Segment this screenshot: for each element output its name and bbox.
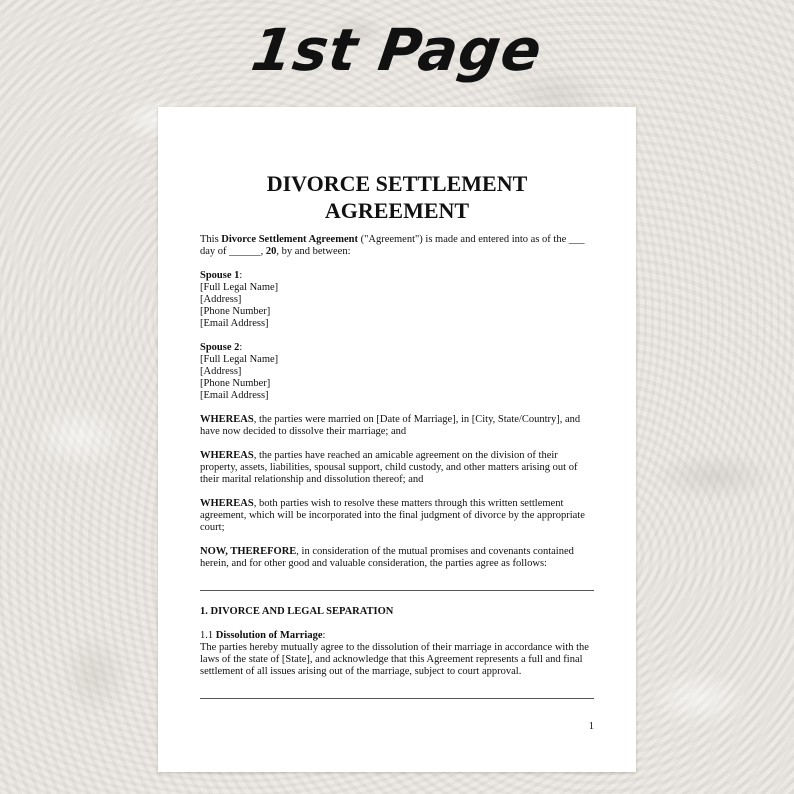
spouse-2-label: Spouse 2 [200,342,240,353]
therefore-keyword: NOW, THEREFORE [200,546,297,557]
intro-text: ("Agreement") is made and entered into as of the ___ day of ______, [200,234,585,257]
section-1-heading: 1. DIVORCE AND LEGAL SEPARATION [200,606,394,617]
spouse-1-label: Spouse 1 [200,270,240,281]
whereas-keyword: WHEREAS [200,414,254,425]
label-colon: : [322,630,326,641]
intro-agreement-name: Divorce Settlement Agreement [221,234,358,245]
spouse-2-block [200,342,594,402]
section-divider-top [200,590,594,591]
spouse-2-address: [Address] [200,366,242,377]
whereas-text: , the parties were married on [Date of Marriage], in [City, State/Country], and have now decided to dissolve their marriage; and [200,414,581,437]
whereas-keyword: WHEREAS [200,450,254,461]
section-divider-bottom [200,698,594,699]
page-number: 1 [588,721,594,732]
spouse-2-email: [Email Address] [200,390,269,401]
spouse-1-address: [Address] [200,294,242,305]
intro-text: , by and between: [276,246,351,257]
subsection-number: 1.1 [200,630,216,641]
page-banner-title: 1st Page [247,16,547,84]
whereas-clause-1 [200,414,594,438]
title-line-1: DIVORCE SETTLEMENT [266,171,528,196]
spouse-1-phone: [Phone Number] [200,306,271,317]
whereas-clause-2 [200,450,594,486]
subsection-body: The parties hereby mutually agree to the dissolution of their marriage in accordance with the laws of the state of [State], and acknowledge that this Agreement represents a full and final settlement of all issues arising out of the marriage, subject to court approval. [200,642,589,677]
spouse-2-name: [Full Legal Name] [200,354,279,365]
spouse-2-phone: [Phone Number] [200,378,271,389]
label-colon: : [239,342,243,353]
document-page [158,107,636,772]
therefore-clause [200,546,594,570]
whereas-text: , both parties wish to resolve these matters through this written settlement agreement, which will be incorporated into the final judgment of divorce by the appropriate court; [200,498,585,533]
whereas-keyword: WHEREAS [200,498,254,509]
whereas-clause-3 [200,498,594,534]
intro-text: This [200,234,222,245]
subsection-title-line [200,630,594,642]
document-title [158,170,636,224]
subsection-title: Dissolution of Marriage [215,630,323,641]
document-body [200,234,594,570]
whereas-text: , the parties have reached an amicable agreement on the division of their property, assets, liabilities, spousal support, child custody, and other matters arising out of their marital relationship and dissolution thereof; and [200,450,578,485]
intro-year: 20 [265,246,277,257]
therefore-text: , in consideration of the mutual promises and covenants contained herein, and for other good and valuable consideration, the parties agree as follows: [200,546,574,569]
spouse-1-name: [Full Legal Name] [200,282,279,293]
spouse-1-email: [Email Address] [200,318,269,329]
spouse-1-block [200,270,594,330]
section-1-1 [200,630,594,678]
title-line-2: AGREEMENT [324,198,470,223]
intro-paragraph [200,234,594,258]
label-colon: : [239,270,243,281]
